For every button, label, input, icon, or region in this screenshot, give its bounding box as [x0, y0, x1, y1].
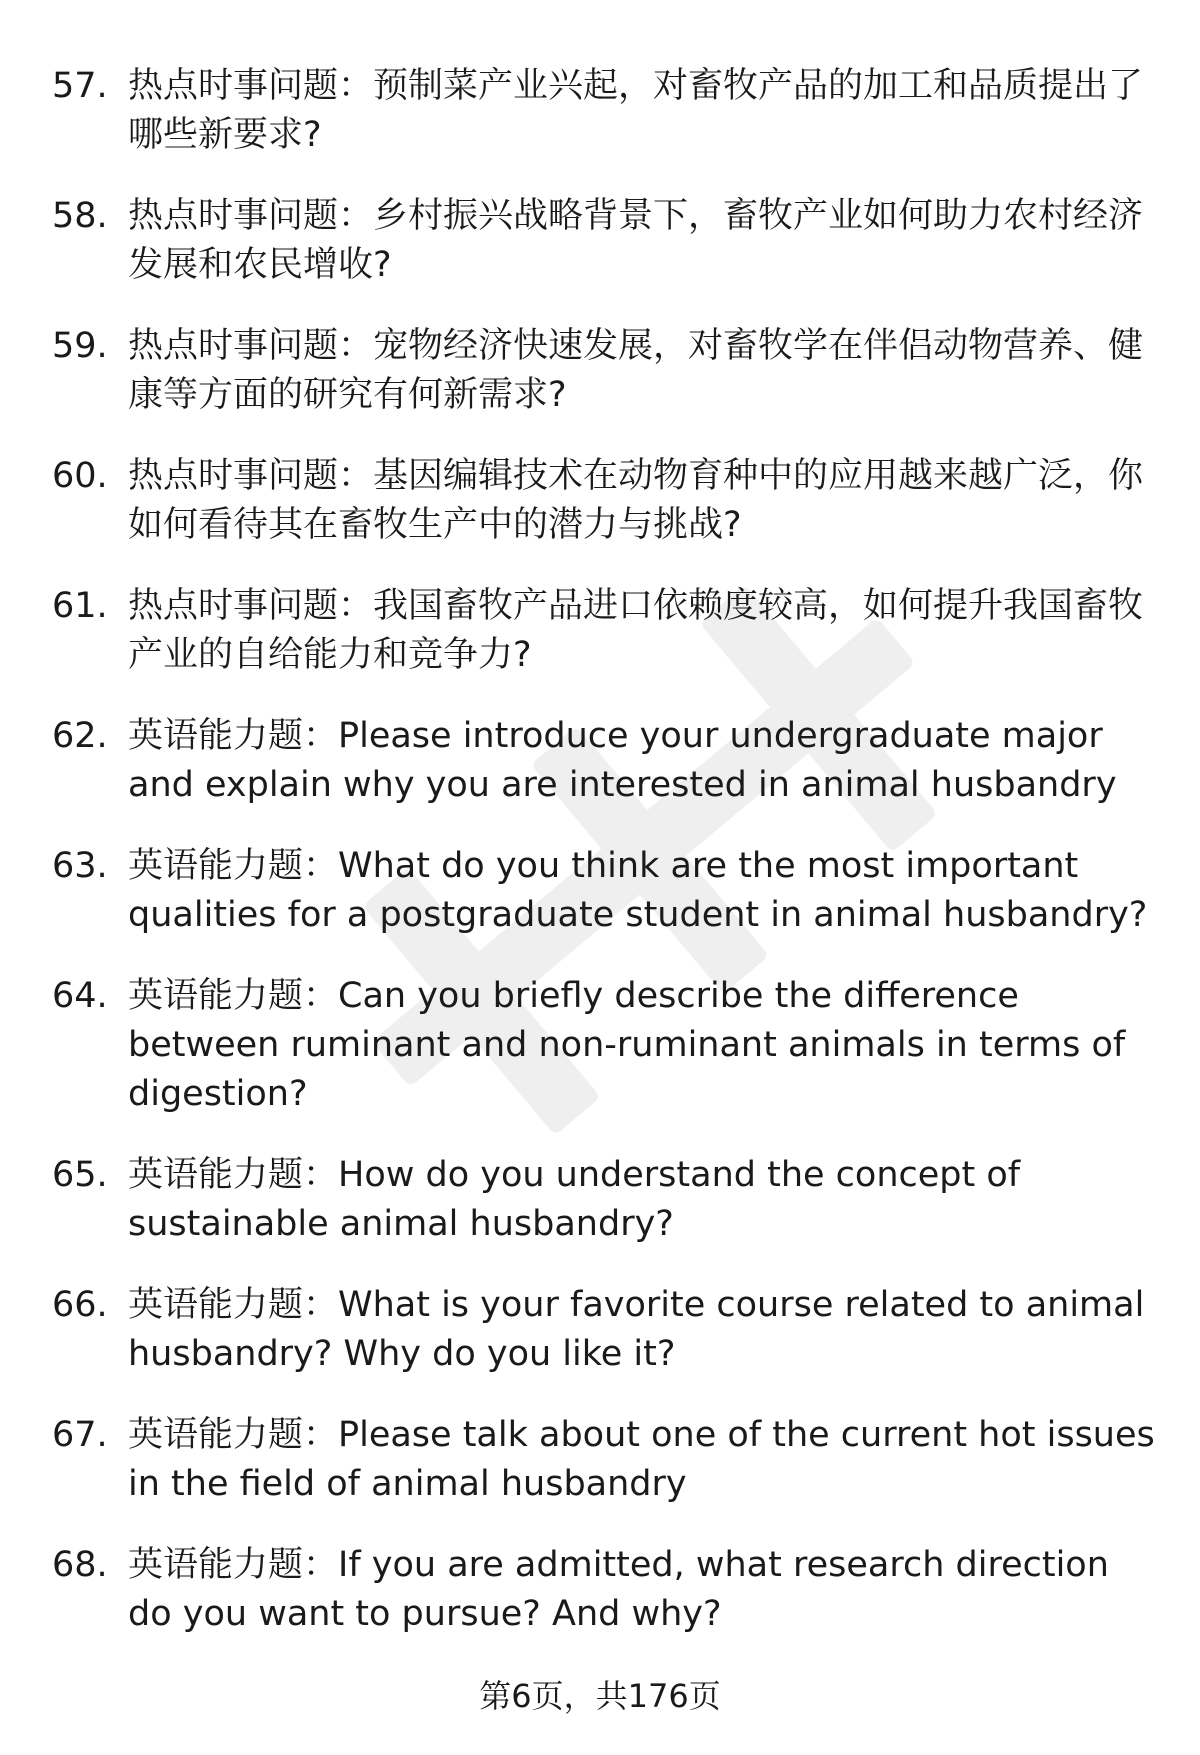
list-item	[52, 1541, 1162, 1639]
list-item	[52, 1151, 1162, 1249]
list-item	[52, 452, 1162, 550]
question-text: 英语能力题：Please introduce your undergraduate major and explain why you are interested in animal husbandry	[128, 716, 1117, 805]
question-number: 68.	[52, 1545, 108, 1585]
question-text: 热点时事问题：乡村振兴战略背景下，畜牧产业如何助力农村经济发展和农民增收?	[128, 196, 1144, 285]
question-number: 64.	[52, 976, 108, 1016]
question-number: 57.	[52, 66, 108, 106]
question-text: 英语能力题：If you are admitted, what research direction do you want to pursue? And why?	[128, 1545, 1109, 1634]
question-number: 60.	[52, 456, 108, 496]
question-number: 61.	[52, 586, 108, 626]
question-text: 英语能力题：What is your favorite course related to animal husbandry? Why do you like it?	[128, 1285, 1145, 1374]
question-number: 62.	[52, 716, 108, 756]
question-number: 66.	[52, 1285, 108, 1325]
question-text: 英语能力题：Please talk about one of the current hot issues in the field of animal husbandry	[128, 1415, 1155, 1504]
question-text: 热点时事问题：基因编辑技术在动物育种中的应用越来越广泛，你如何看待其在畜牧生产中的潜力与挑战?	[128, 456, 1144, 545]
question-text: 热点时事问题：预制菜产业兴起，对畜牧产品的加工和品质提出了哪些新要求?	[128, 66, 1144, 155]
list-item	[52, 842, 1162, 940]
question-number: 65.	[52, 1155, 108, 1195]
list-item	[52, 712, 1162, 810]
question-list	[52, 62, 1162, 1671]
question-text: 热点时事问题：我国畜牧产品进口依赖度较高，如何提升我国畜牧产业的自给能力和竞争力?	[128, 586, 1144, 675]
question-number: 59.	[52, 326, 108, 366]
question-number: 67.	[52, 1415, 108, 1455]
question-text: 英语能力题：What do you think are the most important qualities for a postgraduate student in animal husbandry?	[128, 846, 1148, 935]
question-number: 58.	[52, 196, 108, 236]
list-item	[52, 62, 1162, 160]
list-item	[52, 1411, 1162, 1509]
question-text: 热点时事问题：宠物经济快速发展，对畜牧学在伴侣动物营养、健康等方面的研究有何新需求?	[128, 326, 1144, 415]
question-text: 英语能力题：How do you understand the concept of sustainable animal husbandry?	[128, 1155, 1021, 1244]
question-number: 63.	[52, 846, 108, 886]
question-text: 英语能力题：Can you briefly describe the difference between ruminant and non-ruminant animals in terms of digestion?	[128, 976, 1126, 1114]
page-number-footer: 第6页，共176页	[479, 1677, 721, 1715]
list-item	[52, 1281, 1162, 1379]
list-item	[52, 192, 1162, 290]
list-item	[52, 322, 1162, 420]
list-item	[52, 582, 1162, 680]
list-item	[52, 972, 1162, 1119]
